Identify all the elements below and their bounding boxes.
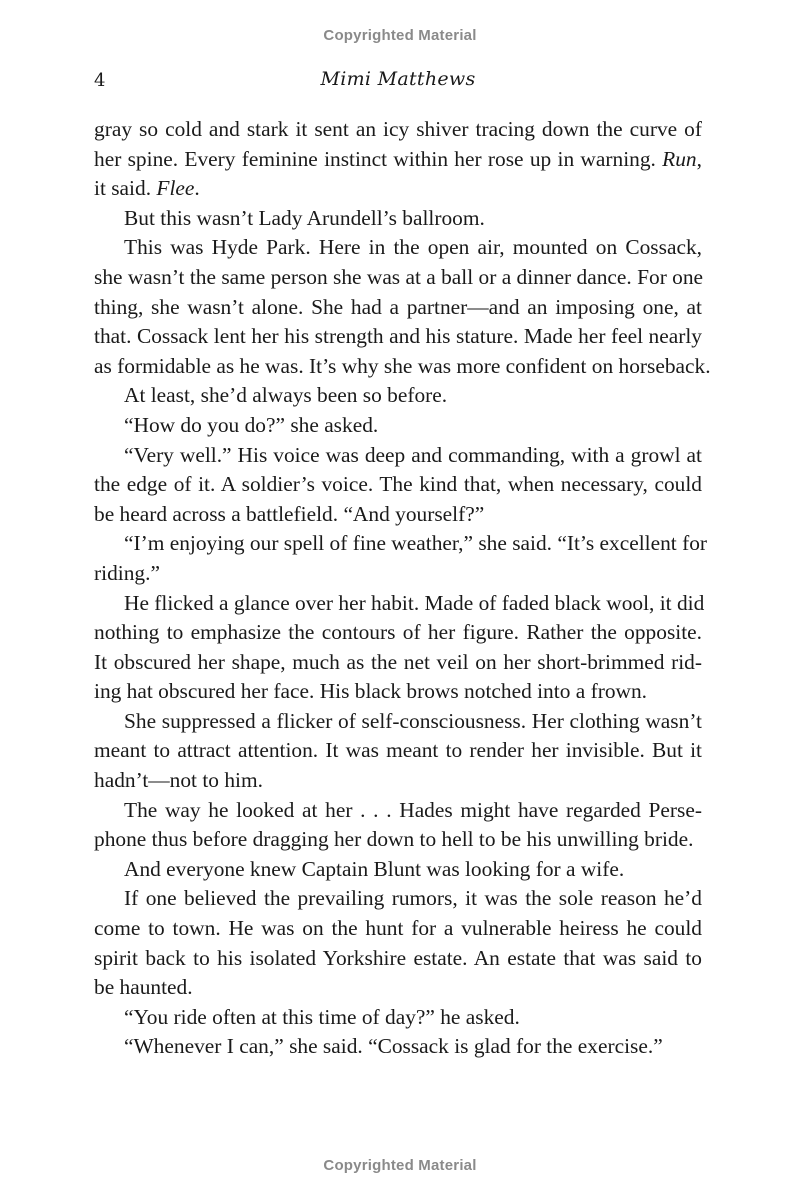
text-line: He flicked a glance over her habit. Made of faded black wool, it did xyxy=(124,590,705,615)
text-line: “You ride often at this time of day?” he asked. xyxy=(124,1004,520,1029)
paragraph xyxy=(94,529,708,588)
text-line: The way he looked at her . . . Hades might have regarded Perse- xyxy=(124,797,702,822)
text-line: thing, she wasn’t alone. She had a partner—and an imposing one, at xyxy=(94,294,702,319)
text-line: come to town. He was on the hunt for a vulnerable heiress he could xyxy=(94,916,702,941)
text-line: spirit back to his isolated Yorkshire estate. An estate that was said to xyxy=(94,945,702,970)
paragraph xyxy=(94,381,702,411)
text-line: She suppressed a flicker of self-consciousness. Her clothing wasn’t xyxy=(124,708,702,733)
text-line: nothing to emphasize the contours of her figure. Rather the opposite. xyxy=(94,620,702,645)
text-line: “Whenever I can,” she said. “Cossack is glad for the exercise.” xyxy=(124,1034,663,1059)
text-line: “I’m enjoying our spell of fine weather,” she said. “It’s excellent for xyxy=(124,531,708,556)
paragraph xyxy=(94,1003,702,1033)
paragraph xyxy=(94,411,702,441)
copyright-watermark-bottom: Copyrighted Material xyxy=(323,1157,477,1174)
paragraph xyxy=(94,796,702,855)
text-line: the edge of it. A soldier’s voice. The kind that, when necessary, could xyxy=(94,472,702,497)
paragraph xyxy=(94,1032,702,1062)
text-line: as formidable as he was. It’s why she was more confident on horseback. xyxy=(94,353,711,378)
text-line: It obscured her shape, much as the net veil on her short-brimmed rid- xyxy=(94,649,702,674)
paragraph xyxy=(94,441,702,530)
text-line: gray so cold and stark it sent an icy shiver tracing down the curve of xyxy=(94,117,702,141)
running-head xyxy=(94,68,702,98)
text-line: hadn’t—not to him. xyxy=(94,768,263,793)
text-line: it said. Flee. xyxy=(94,176,200,201)
text-line: At least, she’d always been so before. xyxy=(124,383,448,408)
paragraph xyxy=(94,884,702,1002)
text-line: her spine. Every feminine instinct within her rose up in warning. Run, xyxy=(94,146,702,171)
text-line: meant to attract attention. It was meant to render her invisible. But it xyxy=(94,738,702,763)
paragraph xyxy=(94,233,711,381)
running-head-author: Mimi Matthews xyxy=(320,68,476,90)
page-number: 4 xyxy=(94,70,106,91)
body-text xyxy=(94,115,711,1062)
text-line: “How do you do?” she asked. xyxy=(124,412,379,437)
paragraph xyxy=(94,204,702,234)
text-line: be haunted. xyxy=(94,975,193,1000)
text-line: ing hat obscured her face. His black brows notched into a frown. xyxy=(94,679,648,704)
text-line: “Very well.” His voice was deep and commanding, with a growl at xyxy=(124,442,702,467)
text-line: that. Cossack lent her his strength and his stature. Made her feel nearly xyxy=(94,324,702,349)
copyright-watermark-top: Copyrighted Material xyxy=(323,27,477,44)
text-line: phone thus before dragging her down to hell to be his unwilling bride. xyxy=(94,827,694,852)
paragraph xyxy=(94,589,705,707)
text-line: If one believed the prevailing rumors, it was the sole reason he’d xyxy=(124,886,702,911)
paragraph xyxy=(94,707,702,796)
paragraph xyxy=(94,855,702,885)
text-line: This was Hyde Park. Here in the open air, mounted on Cossack, xyxy=(124,235,702,260)
text-line: But this wasn’t Lady Arundell’s ballroom. xyxy=(124,205,485,230)
paragraph xyxy=(94,115,702,204)
text-line: And everyone knew Captain Blunt was looking for a wife. xyxy=(124,856,625,881)
text-line: be heard across a battlefield. “And yourself?” xyxy=(94,501,485,526)
text-line: she wasn’t the same person she was at a ball or a dinner dance. For one xyxy=(94,264,704,289)
text-line: riding.” xyxy=(94,560,160,585)
